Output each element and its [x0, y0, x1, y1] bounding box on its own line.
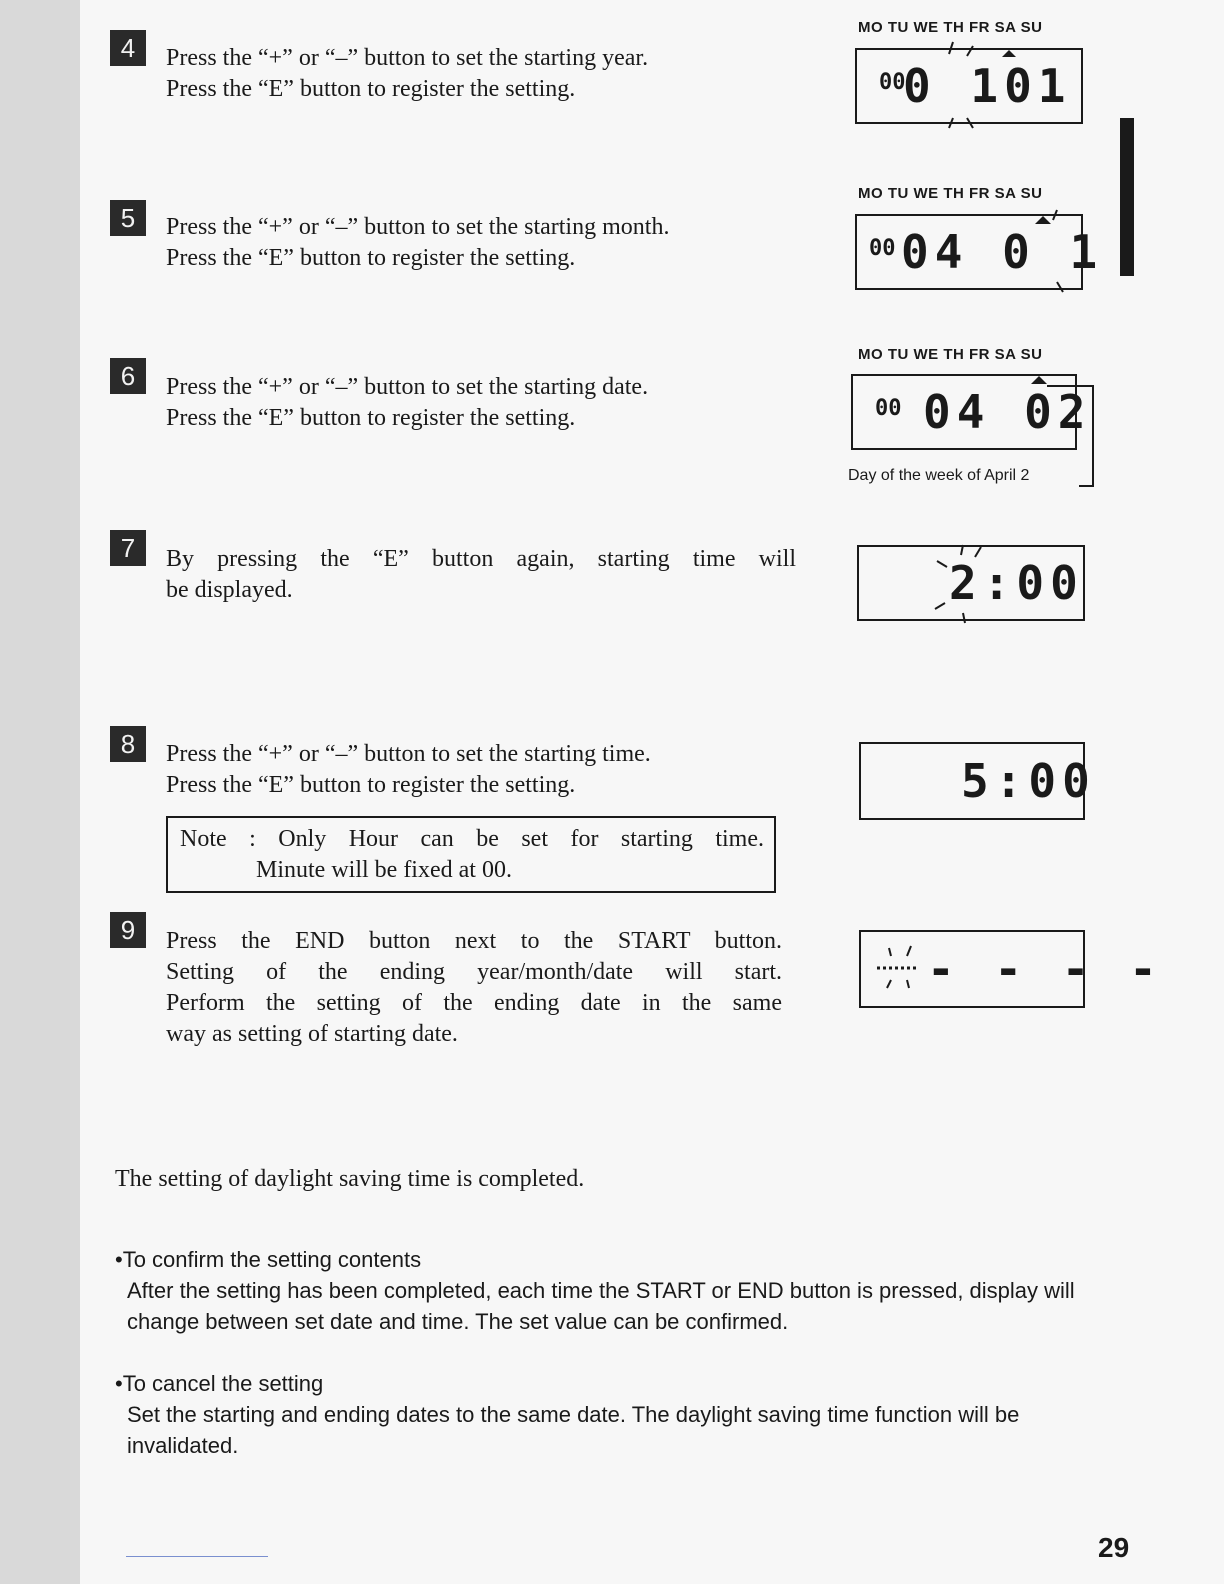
note-line-2: Minute will be fixed at 00.	[256, 857, 512, 883]
step-7-text	[166, 544, 796, 606]
step-5-line-2: Press the “E” button to register the setting.	[166, 245, 576, 271]
step-number-8: 8	[110, 726, 146, 762]
step-8-text	[166, 739, 796, 801]
confirm-body: After the setting has been completed, each time the START or END button is pressed, display will change between set date and time. The set value can be confirmed.	[127, 1278, 1075, 1334]
day-pointer-icon	[853, 376, 1075, 448]
cancel-heading: •To cancel the setting	[115, 1371, 324, 1396]
cancel-section	[115, 1368, 1105, 1461]
step-6-line-2: Press the “E” button to register the setting.	[166, 405, 576, 431]
step-4-line-1: Press the “+” or “–” button to set the starting year.	[166, 45, 649, 71]
date-caption: Day of the week of April 2	[848, 467, 1030, 484]
step-4-text	[166, 43, 796, 105]
step-7-line-1: By pressing the “E” button again, starting time will	[166, 546, 796, 572]
step-9-text	[166, 926, 782, 1050]
lcd-year-prefix: 00	[879, 70, 906, 95]
lcd-month-display	[855, 214, 1104, 290]
step-9-line-2: Setting of the ending year/month/date will start.	[166, 959, 782, 985]
lcd-year-value: 0 101	[903, 59, 1072, 113]
section-tab-marker	[1120, 118, 1134, 276]
blink-marks-icon	[861, 932, 1083, 1006]
lcd-start-time-value: 2:00	[949, 556, 1084, 610]
step-number-9: 9	[110, 912, 146, 948]
blink-marks-icon	[859, 547, 1083, 619]
confirm-section	[115, 1244, 1105, 1337]
blink-marks-icon	[857, 50, 1081, 122]
step-8-line-1: Press the “+” or “–” button to set the starting time.	[166, 741, 651, 767]
lcd-start-time-display	[857, 545, 1085, 621]
step-number-5: 5	[110, 200, 146, 236]
lcd-year-display	[855, 48, 1083, 124]
lcd-set-time-display	[859, 742, 1096, 820]
confirm-heading: •To confirm the setting contents	[115, 1247, 422, 1272]
blink-marks-icon	[857, 216, 1081, 288]
lcd-date-display	[851, 374, 1092, 450]
lcd-date-prefix: 00	[875, 396, 902, 421]
lcd-month-prefix: 00	[869, 236, 896, 261]
note-box	[166, 816, 776, 893]
weekday-labels-month: MO TU WE TH FR SA SU	[858, 185, 1043, 202]
weekday-labels-date: MO TU WE TH FR SA SU	[858, 346, 1043, 363]
lcd-set-time-value: 5:00	[961, 754, 1096, 808]
cancel-body: Set the starting and ending dates to the same date. The daylight saving time function will be invalidated.	[127, 1402, 1020, 1458]
step-9-line-4: way as setting of starting date.	[166, 1021, 458, 1047]
step-9-line-3: Perform the setting of the ending date in the same	[166, 990, 782, 1016]
lcd-ending-display	[859, 930, 1163, 1008]
footer-rule	[126, 1556, 268, 1557]
lcd-date-value: 04 02	[923, 385, 1092, 439]
note-line-1: Note : Only Hour can be set for starting time.	[180, 826, 764, 852]
step-5-line-1: Press the “+” or “–” button to set the starting month.	[166, 214, 670, 240]
completed-statement: The setting of daylight saving time is completed.	[115, 1166, 585, 1192]
step-6-text	[166, 372, 796, 434]
step-number-4: 4	[110, 30, 146, 66]
lcd-ending-value: - - - -	[927, 942, 1163, 996]
page-number: 29	[1098, 1532, 1130, 1563]
lcd-month-value: 04 0 1	[901, 225, 1104, 279]
scan-margin	[0, 0, 80, 1584]
step-8-line-2: Press the “E” button to register the setting.	[166, 772, 576, 798]
step-6-line-1: Press the “+” or “–” button to set the starting date.	[166, 374, 649, 400]
step-9-line-1: Press the END button next to the START button.	[166, 928, 782, 954]
step-7-line-2: be displayed.	[166, 577, 293, 603]
step-4-line-2: Press the “E” button to register the setting.	[166, 76, 576, 102]
weekday-labels-year: MO TU WE TH FR SA SU	[858, 19, 1043, 36]
step-5-text	[166, 212, 796, 274]
step-number-7: 7	[110, 530, 146, 566]
step-number-6: 6	[110, 358, 146, 394]
